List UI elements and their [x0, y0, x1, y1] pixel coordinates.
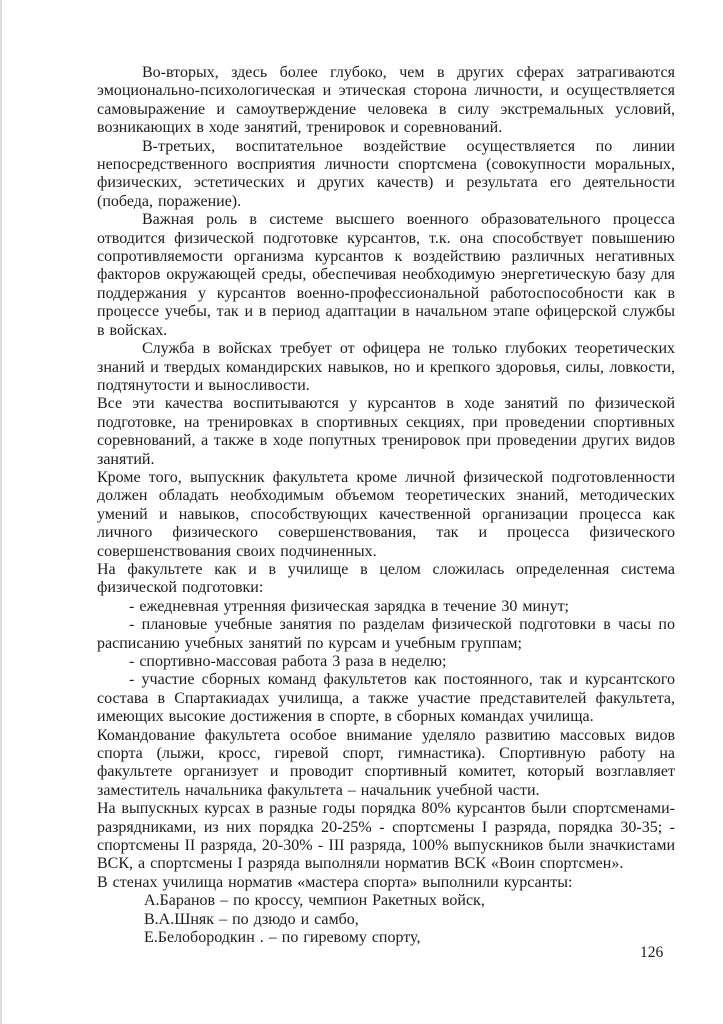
body-paragraph: В-третьих, воспитательное воздействие осуществляется по линии непосредственного восприятия личности спортсмена (совокупности моральных, физических, эстетических и других качеств) и результата его деятельности (победа, поражение).	[97, 137, 675, 210]
body-paragraph: На факультете как и в училище в целом сложилась определенная система физической подготовки:	[97, 560, 675, 597]
list-item: - спортивно-массовая работа 3 раза в неделю;	[129, 653, 447, 670]
body-paragraph: Во-вторых, здесь более глубоко, чем в других сферах затрагиваются эмоционально-психологическая и этическая сторона личности, и осуществляется самовыражение и самоутверждение человека в силу экстремальных условий, возникающих в ходе занятий, тренировок и соревнований.	[97, 64, 675, 137]
body-paragraph: Все эти качества воспитываются у курсантов в ходе занятий по физической подготовке, на тренировках в спортивных секциях, при проведении спортивных соревнований, а также в ходе попутных тренировок при проведении других видов занятий.	[97, 395, 675, 468]
body-paragraph: На выпускных курсах в разные годы порядка 80% курсантов были спортсменами-разрядниками, из них порядка 20-25% - спортсмены I разряда, порядка 30-35; - спортсмены II разряда, 20-30% - III разряда, 100% выпускников были значкистами ВСК, а спортсмены I разряда выполняли норматив ВСК «Воин спортсмен».	[97, 800, 675, 873]
body-paragraph: Важная роль в системе высшего военного образовательного процесса отводится физической подготовке курсантов, т.к. она способствует повышению сопротивляемости организма курсантов к воздействию различных негативных факторов окружающей среды, обеспечивая необходимую энергетическую базу для поддержания у курсантов военно-профессиональной работоспособности как в процессе учебы, так и в период адаптации в начальном этапе офицерской службы в войсках.	[97, 211, 675, 339]
body-paragraph: В стенах училища норматив «мастера спорта» выполнили курсанты:	[97, 873, 573, 891]
body-paragraph: Служба в войсках требует от офицера не только глубоких теоретических знаний и твердых командирских навыков, но и крепкого здоровья, силы, ловкости, подтянутости и выносливости.	[97, 340, 675, 394]
athlete-name-line: А.Баранов – по кроссу, чемпион Ракетных войск,	[144, 892, 485, 910]
athlete-name-line: Е.Белобородкин . – по гиревому спорту,	[144, 929, 421, 947]
text-block	[97, 64, 675, 948]
body-paragraph: Кроме того, выпускник факультета кроме личной физической подготовленности должен обладать необходимым объемом теоретических знаний, методических умений и навыков, способствующих качественной организации процесса как личного физического совершенствования, так и процесса физического совершенствования своих подчиненных.	[97, 468, 675, 560]
list-item: - ежедневная утренняя физическая зарядка в течение 30 минут;	[129, 597, 569, 615]
scan-edge-artifact	[0, 0, 2, 1024]
page-number: 126	[640, 944, 664, 961]
body-paragraph: Командование факультета особое внимание уделяло развитию массовых видов спорта (лыжи, кросс, гиревой спорт, гимнастика). Спортивную работу на факультете организует и проводит спортивный комитет, который возглавляет заместитель начальника факультета – начальник учебной части.	[97, 726, 675, 799]
list-item: - участие сборных команд факультетов как постоянного, так и курсантского состава в Спартакиадах училища, а также участие представителей факультета, имеющих высокие достижения в спорте, в сборных командах училища.	[97, 671, 675, 726]
list-item: - плановые учебные занятия по разделам физической подготовки в часы по расписанию учебных занятий по курсам и учебным группам;	[97, 616, 675, 652]
athlete-name-line: В.А.Шняк – по дзюдо и самбо,	[144, 910, 359, 928]
